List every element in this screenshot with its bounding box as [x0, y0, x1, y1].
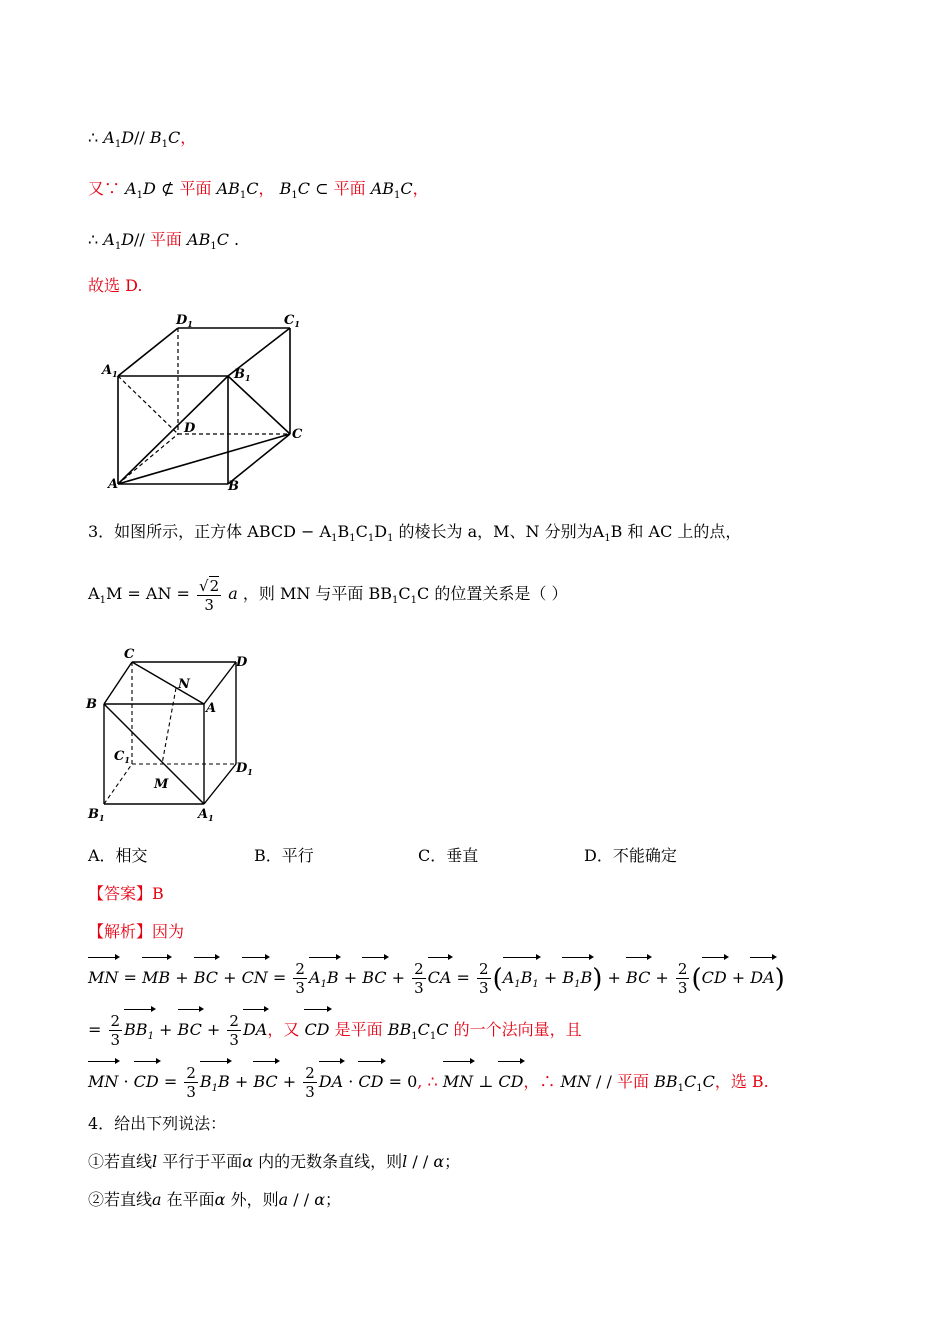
proof-line-plane: 又∵ $A_1D$ ⊄ 平面 $AB_1C$， $B_1C$ ⊂ 平面 $AB_1C$， [88, 179, 429, 201]
equation-line-1: MN = MB + BC + CN = $\frac{2}{3}$ $A_1B$ + BC + $\frac{2}{3}$ CA = $\frac{2}{3}$ $(A_1B_1 + B_1B)$ + BC + $\frac{2}{3}$ (CD + DA) [88, 954, 785, 1005]
label-C1: $C_1$ [114, 749, 130, 765]
question-4-intro: 4．给出下列说法： [88, 1114, 227, 1133]
label-A1: $A_1$ [198, 807, 214, 823]
label-C1: $C_1$ [284, 313, 300, 329]
label-D: D [236, 655, 248, 670]
label-A: A [206, 701, 217, 716]
label-B1: $B_1$ [234, 367, 251, 383]
equation-line-2: = $\frac{2}{3}$ $BB_1$ + BC + $\frac{2}{3}$ DA，又 CD 是平面 $BB_1C_1C$ 的一个法向量，且 [88, 1006, 582, 1057]
label-C: C [292, 427, 303, 442]
analysis-tag: 【解析】 [88, 922, 153, 941]
option-d[interactable]: D．不能确定 [584, 846, 677, 865]
answer-tag: 【答案】 [88, 884, 153, 903]
label-B: B [228, 479, 239, 494]
proof-line-result: ∴ $A_1D//$ 平面 $AB_1C$ . [88, 230, 240, 252]
equation-line-3: MN · CD = $\frac{2}{3}$ $B_1B$ + BC + $\frac{2}{3}$ DA · CD = 0, ∴ MN ⊥ CD，∴ MN / / 平面 $BB_1C_1C$，选 B. [88, 1058, 769, 1109]
option-a[interactable]: A．相交 [88, 846, 148, 865]
label-A: A [108, 477, 119, 492]
cube-figure-1 [100, 308, 320, 498]
proof-line-parallel: ∴ $A_1D//$ $B_1C$， [88, 128, 197, 150]
label-B: B [86, 697, 97, 712]
answer-line [88, 882, 164, 906]
answer-value: B [152, 884, 164, 903]
label-M: M [154, 777, 169, 792]
label-B1: $B_1$ [88, 807, 105, 823]
label-D: D [184, 421, 196, 436]
conclusion-text: 故选 D. [88, 276, 143, 295]
label-N: N [178, 677, 190, 692]
label-C: C [124, 647, 135, 662]
label-A1: $A_1$ [102, 363, 118, 379]
question-4-item-1: ①若直线l 平行于平面α 内的无数条直线，则l / / α； [88, 1152, 461, 1171]
option-b[interactable]: B．平行 [254, 846, 314, 865]
question-3-text: 3．如图所示，正方体 ABCD − $A_1B_1C_1D_1$ 的棱长为 a，M、N 分别为$A_1B$ 和 AC 上的点， [88, 522, 742, 544]
option-c[interactable]: C．垂直 [418, 846, 479, 865]
label-D1: $D_1$ [236, 761, 253, 777]
question-3-condition: $A_1M$ = AN = $\frac{√2}{3}$ a ，则 MN 与平面 $BB_1C_1C$ 的位置关系是（ ） [88, 576, 568, 614]
cube-figure-2 [84, 646, 264, 826]
question-4-item-2: ②若直线a 在平面α 外，则a / / α； [88, 1190, 342, 1209]
proof-prefix: 又∵ [88, 179, 121, 198]
label-D1: $D_1$ [176, 313, 193, 329]
answer-options [88, 844, 888, 868]
analysis-line: 【解析】因为 [88, 922, 185, 941]
